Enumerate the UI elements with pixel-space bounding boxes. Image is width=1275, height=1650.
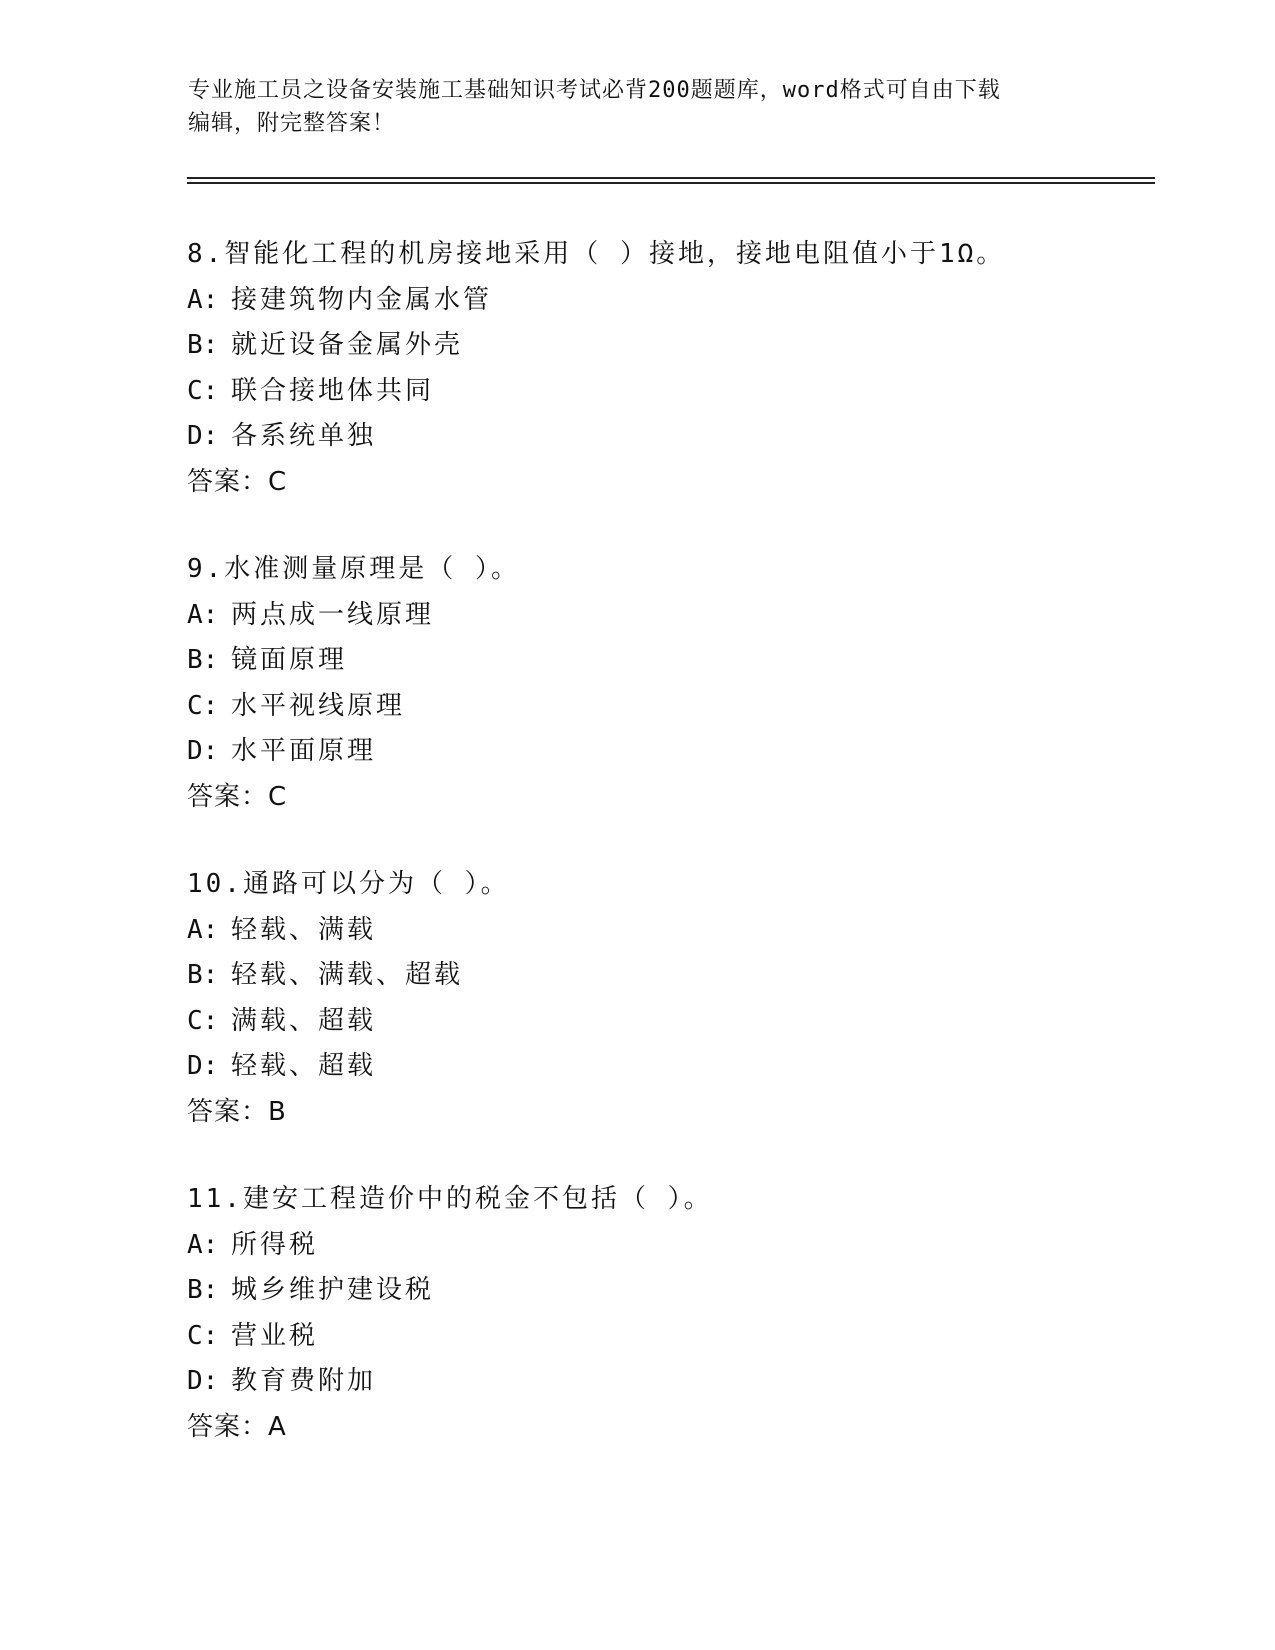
option-text: 就近设备金属外壳: [231, 330, 464, 360]
option-d: [187, 729, 1187, 775]
answer-label: 答案：: [187, 1411, 269, 1442]
option-key: B:: [187, 330, 219, 360]
answer-label: 答案：: [187, 466, 269, 497]
answer-line: [187, 1090, 1187, 1136]
header-line-1: 专业施工员之设备安装施工基础知识考试必背200题题库，word格式可自由下载: [188, 78, 1001, 103]
option-text: 教育费附加: [231, 1366, 377, 1396]
option-key: A:: [187, 1229, 219, 1260]
question-stem: 11.建安工程造价中的税金不包括（ ）。: [187, 1184, 713, 1214]
answer-label: 答案：: [187, 781, 269, 812]
option-b: [187, 638, 1187, 684]
option-c: [187, 369, 1187, 415]
question-stem: 9.水准测量原理是（ ）。: [187, 554, 520, 584]
option-b: [187, 323, 1187, 369]
option-a: [187, 278, 1187, 324]
option-text: 轻载、满载、超载: [231, 960, 464, 990]
question-10: [187, 862, 1187, 1135]
option-a: [187, 908, 1187, 954]
option-text: 营业税: [231, 1320, 319, 1351]
question-stem: 8.智能化工程的机房接地采用（ ）接地，接地电阻值小于1Ω。: [187, 239, 1006, 269]
option-key: A:: [187, 914, 219, 945]
option-text: 轻载、超载: [231, 1051, 377, 1081]
option-key: D:: [187, 736, 219, 766]
question-9: [187, 547, 1187, 820]
option-text: 轻载、满载: [231, 914, 377, 945]
option-key: B:: [187, 645, 219, 675]
answer-line: [187, 460, 1187, 506]
document-header: [188, 74, 1078, 140]
header-divider-top: [187, 177, 1155, 179]
option-a: [187, 593, 1187, 639]
question-stem: 10.通路可以分为（ ）。: [187, 869, 510, 899]
option-text: 联合接地体共同: [231, 375, 435, 406]
option-text: 所得税: [231, 1229, 319, 1260]
option-a: [187, 1223, 1187, 1269]
option-b: [187, 953, 1187, 999]
option-text: 接建筑物内金属水管: [231, 284, 493, 315]
option-key: C:: [187, 1320, 219, 1351]
option-key: B:: [187, 960, 219, 990]
option-key: C:: [187, 690, 219, 721]
option-key: A:: [187, 599, 219, 630]
question-list: [187, 232, 1187, 1492]
option-key: D:: [187, 1366, 219, 1396]
header-line-2: 编辑，附完整答案！: [188, 111, 396, 136]
option-d: [187, 1359, 1187, 1405]
option-c: [187, 684, 1187, 730]
option-d: [187, 1044, 1187, 1090]
option-d: [187, 414, 1187, 460]
option-text: 两点成一线原理: [231, 599, 435, 630]
answer-value: A: [268, 1411, 287, 1442]
header-divider-bottom: [187, 182, 1155, 184]
option-text: 水平面原理: [231, 736, 377, 766]
answer-line: [187, 775, 1187, 821]
option-key: C:: [187, 375, 219, 406]
option-c: [187, 999, 1187, 1045]
option-key: B:: [187, 1275, 219, 1305]
answer-label: 答案：: [187, 1096, 269, 1127]
option-key: D:: [187, 421, 219, 451]
answer-line: [187, 1405, 1187, 1451]
option-text: 城乡维护建设税: [231, 1275, 435, 1305]
question-8: [187, 232, 1187, 505]
option-text: 水平视线原理: [231, 690, 406, 721]
option-key: D:: [187, 1051, 219, 1081]
answer-value: C: [268, 781, 288, 812]
question-11: [187, 1177, 1187, 1450]
answer-value: B: [268, 1096, 287, 1127]
option-text: 各系统单独: [231, 421, 377, 451]
option-key: A:: [187, 284, 219, 315]
option-text: 镜面原理: [231, 645, 348, 675]
option-c: [187, 1314, 1187, 1360]
option-b: [187, 1268, 1187, 1314]
option-key: C:: [187, 1005, 219, 1036]
answer-value: C: [268, 466, 288, 497]
option-text: 满载、超载: [231, 1005, 377, 1036]
